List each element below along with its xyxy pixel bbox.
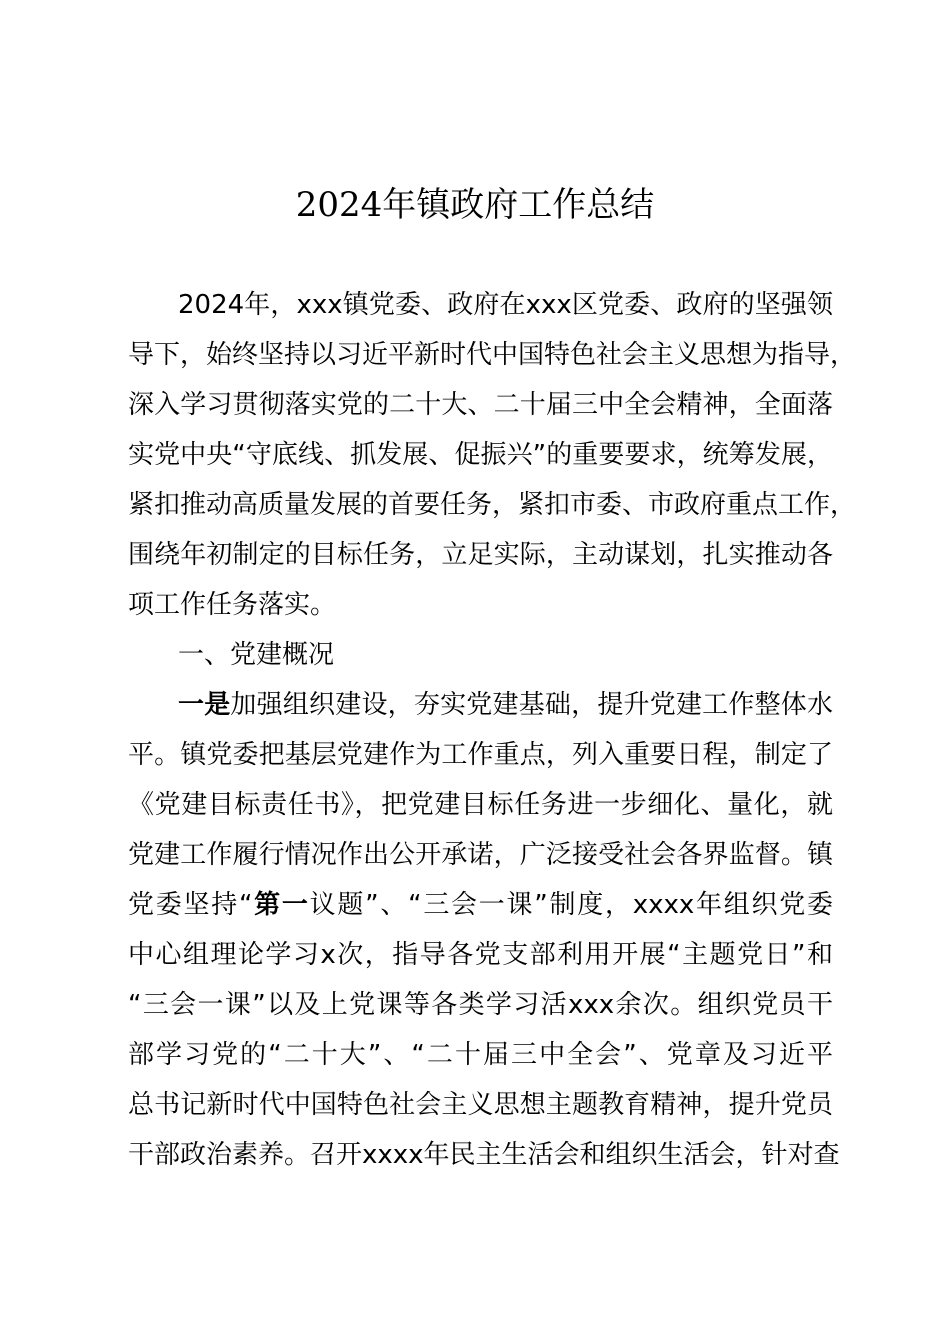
paragraph-line: 党建工作履行情况作出公开承诺，广泛接受社会各界监督。镇 bbox=[128, 840, 833, 870]
paragraph-line: 《党建目标责任书》，把党建目标任务进一步细化、量化，就 bbox=[128, 790, 833, 820]
paragraph-line: “三会一课”以及上党课等各类学习活xxx余次。组织党员干 bbox=[128, 990, 833, 1020]
paragraph-line: 围绕年初制定的目标任务，立足实际，主动谋划，扎实推动各 bbox=[128, 540, 833, 570]
paragraph-line: 部学习党的“二十大”、“二十届三中全会”、党章及习近平 bbox=[128, 1040, 833, 1070]
paragraph-line bbox=[178, 680, 833, 730]
paragraph-line: 中心组理论学习x次，指导各党支部利用开展“主题党日”和 bbox=[128, 940, 833, 970]
paragraph-line: 2024年，xxx镇党委、政府在xxx区党委、政府的坚强领 bbox=[178, 290, 833, 320]
paragraph-line: 紧扣推动高质量发展的首要任务，紧扣市委、市政府重点工作， bbox=[128, 490, 857, 520]
paragraph-line bbox=[128, 880, 833, 930]
paragraph-line-text: 党委坚持“ bbox=[128, 890, 253, 920]
paragraph-line: 项工作任务落实。 bbox=[128, 590, 337, 620]
paragraph-line: 干部政治素养。召开xxxx年民主生活会和组织生活会，针对查 bbox=[128, 1140, 840, 1170]
paragraph-line-text: 加强组织建设，夯实党建基础，提升党建工作整体水 bbox=[230, 690, 833, 720]
paragraph-line: 平。镇党委把基层党建作为工作重点，列入重要日程，制定了 bbox=[128, 740, 833, 770]
paragraph-line: 深入学习贯彻落实党的二十大、二十届三中全会精神，全面落 bbox=[128, 390, 833, 420]
paragraph-line-text: 议题”、“三会一课”制度，xxxx年组织党委 bbox=[309, 890, 833, 920]
paragraph-line: 总书记新时代中国特色社会主义思想主题教育精神，提升党员 bbox=[128, 1090, 833, 1120]
section-heading: 一、党建概况 bbox=[178, 640, 335, 670]
lead-bold-text: 一是 bbox=[178, 690, 231, 720]
paragraph-line: 导下，始终坚持以习近平新时代中国特色社会主义思想为指导， bbox=[128, 340, 857, 370]
paragraph-line: 实党中央“守底线、抓发展、促振兴”的重要要求，统筹发展， bbox=[128, 440, 833, 470]
bold-text: 第一 bbox=[252, 890, 310, 920]
document-title: 2024年镇政府工作总结 bbox=[295, 185, 655, 225]
